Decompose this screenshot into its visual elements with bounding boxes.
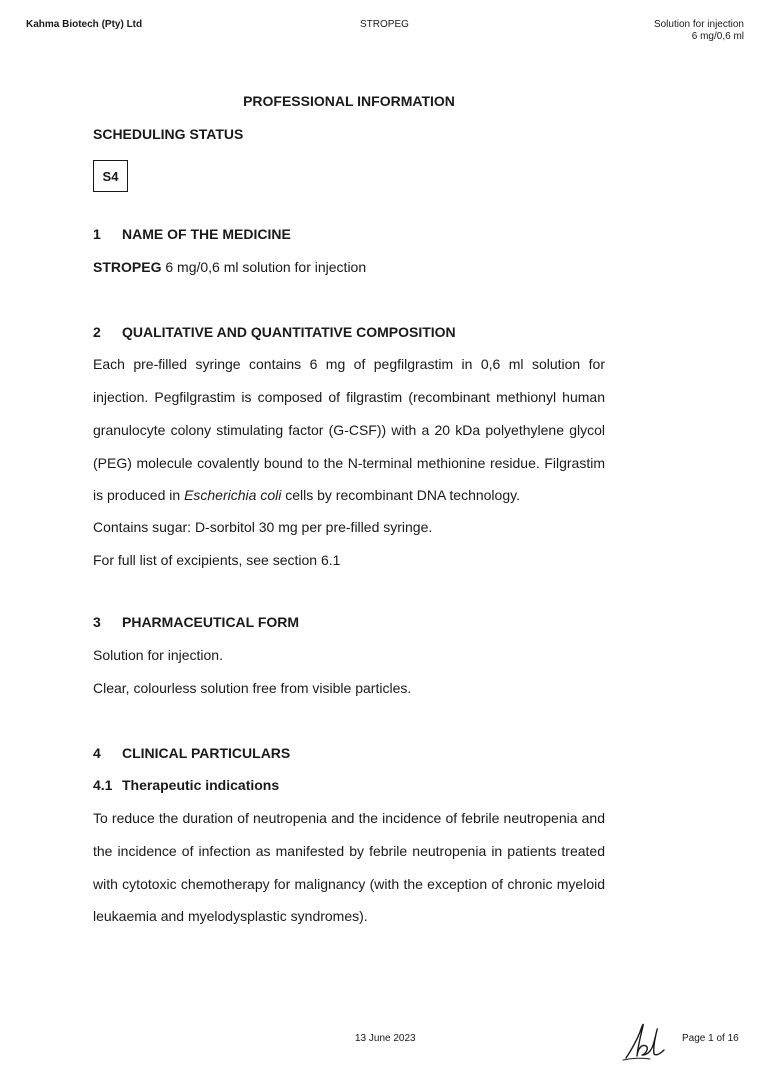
header-form (654, 19, 744, 43)
header-form-line2: 6 mg/0,6 ml (691, 31, 744, 42)
subsection-4-1-number: 4.1 (93, 777, 113, 793)
indications-line-4: leukaemia and myelodysplastic syndromes). (93, 908, 368, 924)
subsection-4-1-heading (93, 777, 279, 793)
medicine-name-bold: STROPEG (93, 259, 162, 275)
footer-page-number: Page 1 of 16 (682, 1033, 739, 1044)
subsection-4-1-title: Therapeutic indications (122, 777, 280, 793)
section-1-title: NAME OF THE MEDICINE (122, 226, 291, 242)
section-2-title: QUALITATIVE AND QUANTITATIVE COMPOSITION (122, 324, 456, 340)
excipients-reference: For full list of excipients, see section 6.1 (93, 552, 341, 568)
composition-line-5-pre: is produced in (93, 487, 185, 503)
section-3-title: PHARMACEUTICAL FORM (122, 614, 300, 630)
section-4-heading (93, 745, 290, 761)
organism-name: Escherichia coli (184, 487, 282, 503)
header-form-line1: Solution for injection (653, 19, 744, 30)
indications-line-2: the incidence of infection as manifested by febrile neutropenia in patients treated (93, 843, 605, 859)
composition-line-5 (93, 487, 520, 503)
section-1-heading (93, 226, 291, 242)
section-2-number: 2 (93, 324, 101, 340)
indications-line-1: To reduce the duration of neutropenia and the incidence of febrile neutropenia and (93, 810, 605, 826)
footer-date: 13 June 2023 (355, 1033, 416, 1044)
medicine-name-rest: 6 mg/0,6 ml solution for injection (161, 259, 367, 275)
section-2-heading (93, 324, 456, 340)
composition-line-5-post: cells by recombinant DNA technology. (281, 487, 520, 503)
scheduling-heading: SCHEDULING STATUS (93, 126, 244, 142)
form-line-1: Solution for injection. (93, 647, 223, 663)
composition-line-1: Each pre-filled syringe contains 6 mg of pegfilgrastim in 0,6 ml solution for (93, 356, 605, 372)
header-product: STROPEG (360, 19, 409, 30)
scheduling-status-box: S4 (93, 160, 128, 192)
indications-line-3: with cytotoxic chemotherapy for malignancy (with the exception of chronic myeloid (93, 876, 605, 892)
page-title: PROFESSIONAL INFORMATION (243, 93, 455, 109)
section-3-number: 3 (93, 614, 101, 630)
section-4-title: CLINICAL PARTICULARS (122, 745, 291, 761)
section-4-number: 4 (93, 745, 101, 761)
section-1-number: 1 (93, 226, 101, 242)
header-company: Kahma Biotech (Pty) Ltd (26, 19, 143, 30)
sugar-statement: Contains sugar: D-sorbitol 30 mg per pre-filled syringe. (93, 519, 433, 535)
section-3-heading (93, 614, 299, 630)
signature-initials (620, 1018, 668, 1064)
composition-line-3: granulocyte colony stimulating factor (G-CSF)) with a 20 kDa polyethylene glycol (93, 422, 605, 438)
form-line-2: Clear, colourless solution free from visible particles. (93, 680, 412, 696)
composition-line-4: (PEG) molecule covalently bound to the N-terminal methionine residue. Filgrastim (93, 455, 605, 471)
composition-line-2: injection. Pegfilgrastim is composed of filgrastim (recombinant methionyl human (93, 389, 605, 405)
medicine-name (93, 259, 366, 275)
